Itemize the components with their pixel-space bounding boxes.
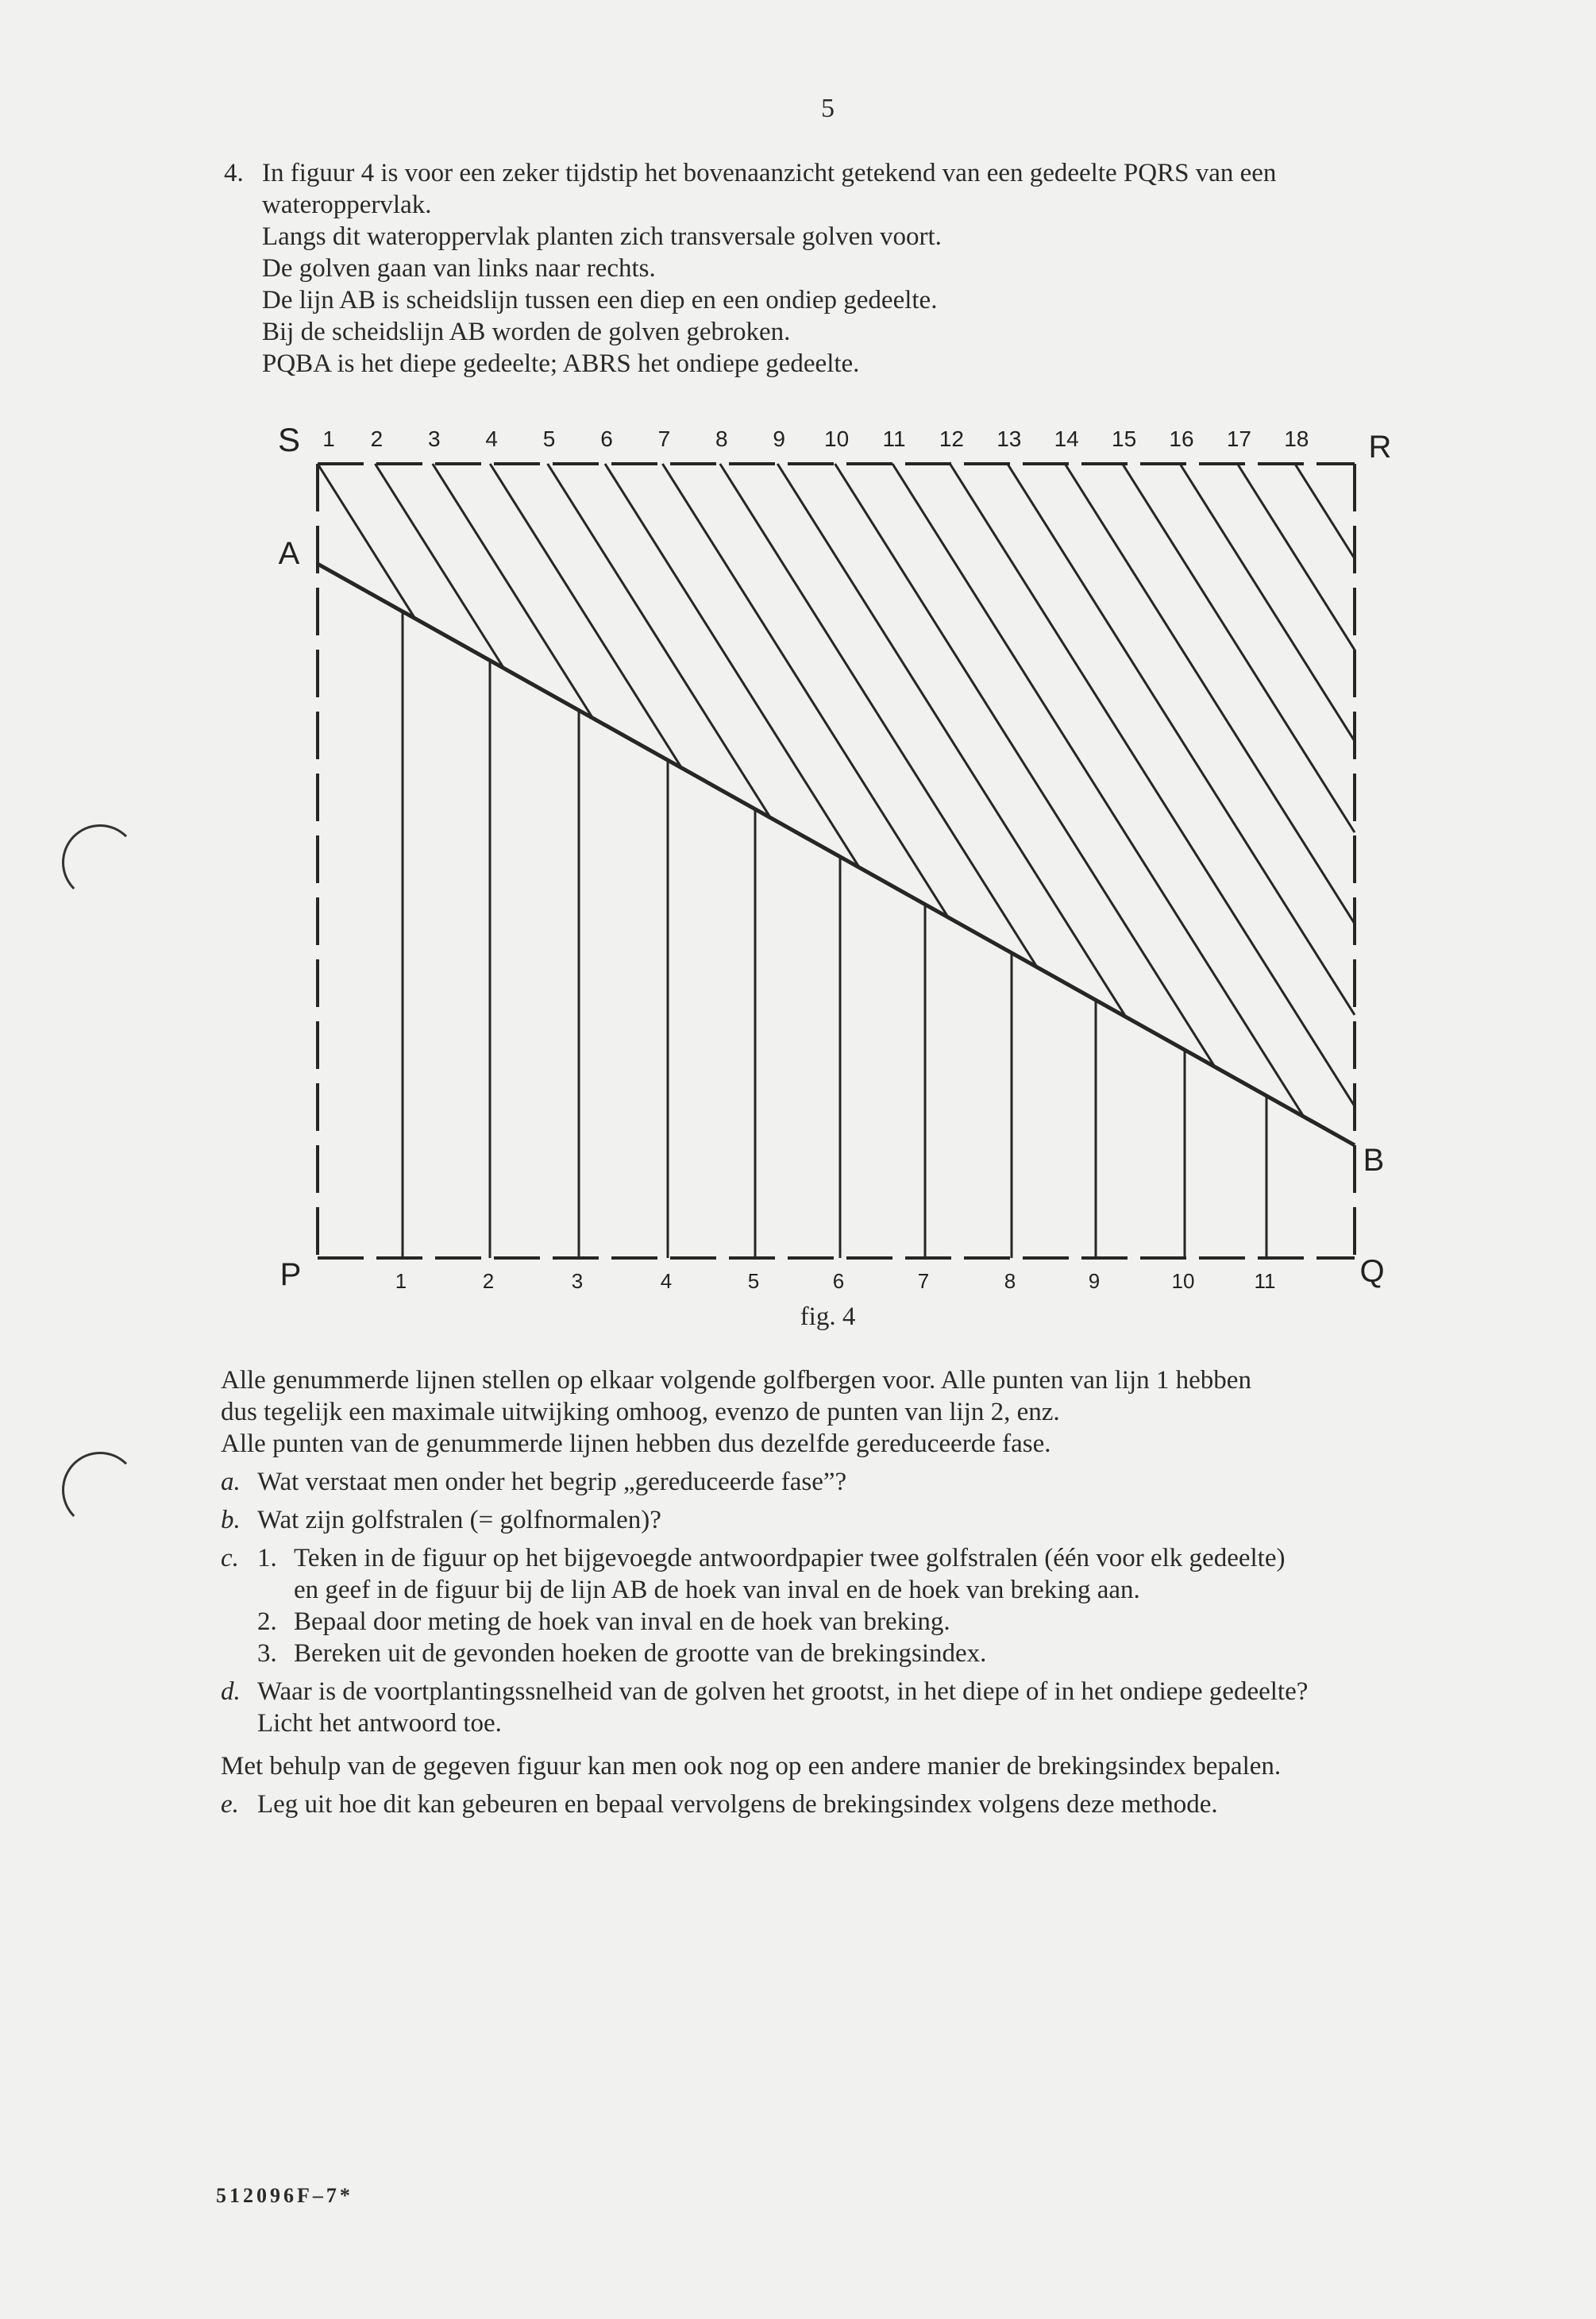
subquestion-label: e. — [221, 1790, 239, 1819]
wave-crest-shallow — [548, 464, 771, 818]
wave-crest-shallow — [777, 464, 1126, 1017]
punch-hole-mark — [62, 1452, 138, 1528]
subquestion-label: b. — [221, 1506, 241, 1534]
subquestion-text: Wat zijn golfstralen (= golfnormalen)? — [257, 1506, 661, 1534]
top-number-label: 15 — [1112, 426, 1137, 451]
top-number-label: 6 — [600, 426, 613, 451]
corner-label-R: R — [1368, 430, 1392, 465]
page-number: 5 — [821, 94, 835, 123]
bottom-number-label: 11 — [1254, 1269, 1276, 1293]
top-number-label: 10 — [824, 426, 850, 451]
sub-text: Bereken uit de gevonden hoeken de grootte van de brekingsindex. — [294, 1639, 987, 1668]
question-number: 4. — [224, 159, 244, 187]
subquestion-label: c. — [221, 1544, 239, 1572]
method-line: Met behulp van de gegeven figuur kan men ook nog op een andere manier de brekingsindex bepalen. — [221, 1752, 1282, 1781]
intro-line: Alle punten van de genummerde lijnen hebben dus dezelfde gereduceerde fase. — [221, 1430, 1051, 1458]
wave-crest-shallow — [1008, 464, 1355, 1015]
subquestion-c1 — [257, 1542, 1523, 1606]
subquestion-d — [221, 1676, 1523, 1739]
corner-label-Q: Q — [1359, 1254, 1385, 1289]
subquestion-text: Leg uit hoe dit kan gebeuren en bepaal vervolgens de brekingsindex volgens deze methode. — [257, 1790, 1218, 1819]
sub-text: Teken in de figuur op het bijgevoegde antwoordpapier twee golfstralen (één voor elk gedeelte) — [294, 1544, 1286, 1572]
subquestion-c3 — [257, 1638, 1523, 1669]
question-line: De golven gaan van links naar rechts. — [262, 254, 656, 283]
bottom-number-label: 3 — [571, 1269, 584, 1293]
figure-lines — [318, 464, 1355, 1258]
bottom-number-label: 6 — [832, 1269, 845, 1293]
bottom-number-label: 5 — [747, 1269, 760, 1293]
wave-crest-shallow — [1180, 464, 1355, 741]
wave-crest-shallow — [1123, 464, 1355, 832]
top-number-label: 9 — [773, 426, 785, 451]
wave-crest-shallow — [605, 464, 859, 867]
corner-label-B: B — [1363, 1143, 1385, 1178]
intro-line: dus tegelijk een maximale uitwijking omhoog, evenzo de punten van lijn 2, enz. — [221, 1398, 1060, 1426]
top-number-label: 1 — [322, 426, 335, 451]
top-number-label: 5 — [542, 426, 556, 451]
bottom-number-label: 7 — [917, 1269, 930, 1293]
corner-label-S: S — [277, 421, 301, 458]
wave-crest-shallow — [835, 464, 1215, 1067]
intro-line: Alle genummerde lijnen stellen op elkaar volgende golfbergen voor. Alle punten van lijn 1 hebben — [221, 1366, 1251, 1395]
figure-labels — [278, 421, 1391, 1293]
top-number-label: 7 — [657, 426, 671, 451]
question-line: wateroppervlak. — [262, 191, 432, 219]
bottom-number-label: 9 — [1088, 1269, 1101, 1293]
sub-number: 2. — [257, 1607, 277, 1636]
question-line: De lijn AB is scheidslijn tussen een diep en een ondiep gedeelte. — [262, 286, 938, 314]
bottom-number-label: 10 — [1171, 1269, 1195, 1293]
wave-crest-shallow — [1065, 464, 1355, 924]
sub-text: Bepaal door meting de hoek van inval en de hoek van breking. — [294, 1607, 950, 1636]
subquestion-label: a. — [221, 1468, 241, 1496]
wave-crest-shallow — [375, 464, 503, 669]
wave-crest-shallow — [433, 464, 593, 718]
bottom-number-label: 8 — [1004, 1269, 1016, 1293]
wave-crest-shallow — [1237, 464, 1355, 650]
top-number-label: 13 — [997, 426, 1022, 451]
top-number-label: 16 — [1169, 426, 1194, 451]
punch-hole-mark — [62, 824, 138, 901]
wave-crest-shallow — [1295, 464, 1355, 558]
subquestion-c2 — [257, 1606, 1523, 1638]
bottom-number-label: 4 — [660, 1269, 673, 1293]
corner-label-A: A — [278, 536, 300, 571]
question-line: PQBA is het diepe gedeelte; ABRS het ondiepe gedeelte. — [262, 349, 860, 378]
top-number-label: 12 — [939, 426, 964, 451]
bottom-number-label: 2 — [482, 1269, 495, 1293]
top-number-label: 3 — [428, 426, 441, 451]
bottom-number-label: 1 — [395, 1269, 407, 1293]
wave-crest-shallow — [720, 464, 1037, 967]
wave-crest-shallow — [318, 464, 415, 619]
subquestion-text: Licht het antwoord toe. — [257, 1709, 502, 1738]
subquestion-text: Waar is de voortplantingssnelheid van de golven het grootst, in het diepe of in het ondiepe gedeelte? — [257, 1677, 1309, 1706]
question-line: Bij de scheidslijn AB worden de golven gebroken. — [262, 318, 791, 346]
top-number-label: 17 — [1226, 426, 1251, 451]
separation-line-AB — [318, 564, 1355, 1145]
subquestion-c — [221, 1542, 1523, 1669]
subquestion-e — [221, 1788, 1523, 1820]
wave-crest-shallow — [490, 464, 681, 768]
subquestion-b — [221, 1504, 1523, 1536]
sub-number: 3. — [257, 1639, 277, 1668]
figure-caption: fig. 4 — [800, 1302, 856, 1331]
question-body — [221, 1364, 1523, 1820]
subquestion-a — [221, 1466, 1523, 1498]
top-number-label: 18 — [1284, 426, 1309, 451]
top-number-label: 11 — [882, 426, 906, 451]
corner-label-P: P — [279, 1257, 302, 1292]
top-number-label: 8 — [715, 426, 728, 451]
question-line: In figuur 4 is voor een zeker tijdstip het bovenaanzicht getekend van een gedeelte PQRS van een — [262, 159, 1277, 187]
top-number-label: 14 — [1054, 426, 1079, 451]
top-number-label: 2 — [370, 426, 384, 451]
intro-paragraph — [221, 1364, 1523, 1460]
subquestion-label: d. — [221, 1677, 241, 1706]
top-number-label: 4 — [485, 426, 498, 451]
wave-crest-shallow — [662, 464, 948, 917]
sub-number: 1. — [257, 1544, 277, 1572]
document-code: 512096F–7* — [216, 2184, 353, 2207]
method-paragraph — [221, 1750, 1523, 1782]
subquestion-text: Wat verstaat men onder het begrip „gereduceerde fase”? — [257, 1468, 847, 1496]
question-line: Langs dit wateroppervlak planten zich transversale golven voort. — [262, 222, 942, 251]
sub-text: en geef in de figuur bij de lijn AB de hoek van inval en de hoek van breking aan. — [294, 1576, 1140, 1604]
